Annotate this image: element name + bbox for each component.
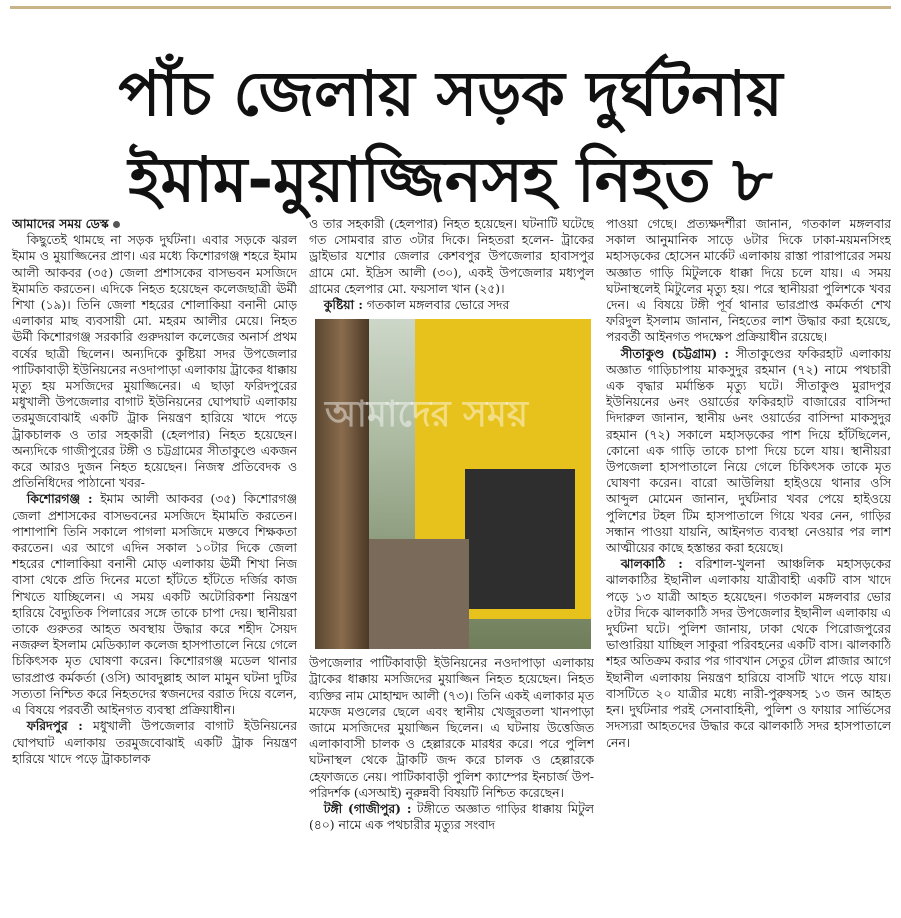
section-text: ইমাম আলী আকবর (৩৫) কিশোরগঞ্জ জেলা প্রশাসকের বাসভবনের মসজিদে ইমামতি করতেন। পাশাপাশি তিনি সকালে পাগলা মসজিদে মক্তবে শিক্ষকতা করতেন। এর আগে এদিন সকাল ১০টার দিকে জেলা শহরের শোলাকিয়া বনানী মোড় এলাকায় ঊর্মী শিখা নিজ বাসা থেকে প্রতি দিনের মতো হাঁটতে হাঁটতে দর্জির কাজ শিখতে যাচ্ছিলেন। এ সময় একটি অটোরিকশা নিয়ন্ত্রণ হারিয়ে বৈদ্যুতিক পিলারের সঙ্গে তাকে চাপা দেয়। স্থানীয়রা তাকে গুরুতর আহত অবস্থায় উদ্ধার করে শহীদ সৈয়দ নজরুল ইসলাম মেডিক্যাল কলেজ হাসপাতালে নিয়ে গেলে চিকিৎসক মৃত ঘোষণা করেন। কিশোরগঞ্জ মডেল থানার ভারপ্রাপ্ত কর্মকর্তা (ওসি) আবদুল্লাহ আল মামুন ঘটনা দুটির সত্যতা নিশ্চিত করে নিহতদের স্বজনদের বরাত দিয়ে বলেন, এ বিষয়ে পরবর্তী আইনগত ব্যবস্থা প্রক্রিয়াধীন। [12,492,297,718]
section-jhalokathi [606,556,891,750]
headline-line-2: ইমাম-মুয়াজ্জিনসহ নিহত ৮ [128,143,773,217]
bullet-icon [113,221,120,228]
photo-truck-cab [465,469,575,609]
section-faridpur [12,718,297,767]
section-text: বরিশাল-খুলনা আঞ্চলিক মহাসড়কের ঝালকাঠির ইছানীল এলাকায় যাত্রীবাহী একটি বাস খাদে পড়ে ১৩ যাত্রী আহত হয়েছেন। গতকাল মঙ্গলবার ভোর ৫টার দিকে ঝালকাঠি সদর উপজেলার ইছানীল এলাকায় এ দুর্ঘটনা ঘটে। পুলিশ জানায়, ঢাকা থেকে পিরোজপুরের ভাণ্ডারিয়া যাচ্ছিল সাকুরা পরিবহনের একটি বাস। ঝালকাঠি শহর অতিক্রম করার পর গাবখান সেতুর টোল প্লাজার আগে ইছানীল এলাকায় নিয়ন্ত্রণ হারিয়ে বাসটি খাদে পড়ে যায়। বাসটিতে ২০ যাত্রীর মধ্যে নারী-পুরুষসহ ১৩ জন আহত হন। দুর্ঘটনার পরই সেনাবাহিনী, পুলিশ ও ফায়ার সার্ভিসের সদস্যরা আহতদের উদ্ধার করে ঝালকাঠি সদর হাসপাতালে নেন। [606,557,891,750]
byline-text: আমাদের সময় ডেস্ক [12,216,109,231]
section-sitakunda [606,346,891,557]
section-label: ঝালকাঠি : [620,556,683,572]
column-3 [606,216,891,916]
section-label: কিশোরগঞ্জ : [26,491,93,507]
column-1 [12,216,297,916]
section-label: টঙ্গী (গাজীপুর) : [323,801,412,817]
column-2 [309,216,594,916]
byline [12,216,297,232]
photo-watermark: আমাদের সময় [325,394,529,436]
section-kushtia [309,297,594,313]
top-rule [10,6,891,9]
accident-photo [315,319,591,649]
section-kishoreganj [12,491,297,718]
section-text: মধুখালী উপজেলার বাগাট ইউনিয়নের ঘোপঘাট এলাকায় তরমুজবোঝাই একটি ট্রাক নিয়ন্ত্রণ হারিয়ে খাদে পড়ে ট্রাকচালক [12,719,297,766]
section-label: সীতাকুণ্ড (চট্টগ্রাম) : [620,345,729,361]
section-text: গতকাল মঙ্গলবার ভোরে সদর [366,298,510,313]
continued-paragraph: পাওয়া গেছে। প্রত্যক্ষদর্শীরা জানান, গতকাল মঙ্গলবার সকাল আনুমানিক সাড়ে ৬টার দিকে ঢাকা-ময়মনসিংহ মহাসড়কের হোসেন মার্কেট এলাকায় রাস্তা পারাপারের সময় অজ্ঞাত গাড়ি মিটুলকে ধাক্কা দিয়ে চলে যায়। এ সময় ঘটনাস্থলেই মিটুলের মৃত্যু হয়। পরে স্থানীয়রা পুলিশকে খবর দেন। এ বিষয়ে টঙ্গী পূর্ব থানার ভারপ্রাপ্ত কর্মকর্তা শেখ ফরিদুল ইসলাম জানান, নিহতের লাশ উদ্ধার করা হয়েছে, পরবর্তী আইনগত পদক্ষেপ প্রক্রিয়াধীন রয়েছে। [606,217,891,345]
photo-debris [369,539,469,649]
continued-paragraph: ও তার সহকারী (হেলপার) নিহত হয়েছেন। ঘটনাটি ঘটেছে গত সোমবার রাত ৩টার দিকে। নিহতরা হলেন- ট্রাকের ড্রাইভার যশোর জেলার কেশবপুর উপজেলার হাবাসপুর গ্রামে মো. ইদ্রিস আলী (৩০), একই উপজেলার মধ্যপুল গ্রামের হেলপার মো. ফয়সাল খান (২৫)। [309,217,594,296]
section-label: ফরিদপুর : [26,718,83,734]
headline-line-1: পাঁচ জেলায় সড়ক দুর্ঘটনায় [118,57,783,131]
article-body [12,216,892,916]
section-text: সীতাকুণ্ডের ফকিরহাট এলাকায় অজ্ঞাত গাড়িচাপায় মাকসুদুর রহমান (৭২) নামে পথচারী এক বৃদ্ধার মর্মান্তিক মৃত্যু ঘটে। সীতাকুণ্ড মুরাদপুর ইউনিয়নের ৬নং ওয়ার্ডের ফকিরহাট বাজারের বাসিন্দা দিদারুল জানান, স্থানীয় ৬নং ওয়ার্ডের বাসিন্দা মাকসুদুর রহমান (৭২) সকালে মহাসড়কের পাশ দিয়ে হাঁটছিলেন, কোনো এক গাড়ি তাকে চাপা দিয়ে চলে যায়। স্থানীয়রা উপজেলা হাসপাতালে নিয়ে গেলে চিকিৎসক তাকে মৃত ঘোষণা করেন। বারো আউলিয়া হাইওয়ে থানার ওসি আব্দুল মোমেন জানান, দুর্ঘটনার খবর পেয়ে হাইওয়ে পুলিশের টহল টিম হাসপাতালে গিয়ে খবর নেন, গাড়ির সন্ধান পাওয়া যায়নি, আইনগত ব্যবস্থা নেওয়ার পর লাশ আত্মীয়ের কাছে হস্তান্তর করা হয়েছে। [606,346,891,556]
kushtia-continued: উপজেলার পাটিকাবাড়ী ইউনিয়নের নওদাপাড়া এলাকায় ট্রাকের ধাক্কায় মসজিদের মুয়াজ্জিন নিহত হয়েছেন। নিহত ব্যক্তির নাম মোহাম্মদ আলী (৭৩)। তিনি একই এলাকার মৃত মফেজ মণ্ডলের ছেলে এবং স্থানীয় খেজুরতলা খানপাড়া জামে মসজিদের মুয়াজ্জিন ছিলেন। এ ঘটনায় উত্তেজিত এলাকাবাসী চালক ও হেল্লারকে মারধর করে। পরে পুলিশ ঘটনাস্থল থেকে ট্রাকটি জব্দ করে চালক ও হেল্লারকে হেফাজতে নেয়। পাটিকাবাড়ী পুলিশ ক্যাম্পের ইনচার্জ উপ-পরিদর্শক (এসআই) নুরুন্নবী বিষয়টি নিশ্চিত করেছেন। [309,656,594,800]
section-text: টঙ্গীতে অজ্ঞাত গাড়ির ধাক্কায় মিটুল (৪০) নামে এক পথচারীর মৃত্যুর সংবাদ [309,802,594,833]
section-tongi [309,801,594,833]
intro-paragraph: কিছুতেই থামছে না সড়ক দুর্ঘটনা। এবার সড়কে ঝরল ইমাম ও মুয়াজ্জিনের প্রাণ। এর মধ্যে কিশোরগঞ্জ শহরে ইমাম আলী আকবর (৩৫) জেলা প্রশাসকের বাসভবন মসজিদে ইমামতি করতেন। এদিকে নিহত হয়েছেন কলেজছাত্রী ঊর্মী শিখা (১৯)। তিনি জেলা শহরের শোলাকিয়া বনানী মোড় এলাকার মাছ ব্যবসায়ী মো. মহরম আলীর মেয়ে। নিহত ঊর্মী কিশোরগঞ্জ সরকারি গুরুদয়াল কলেজের অনার্স প্রথম বর্ষের ছাত্রী ছিলেন। অন্যদিকে কুষ্টিয়া সদর উপজেলার পাটিকাবাড়ী ইউনিয়নের নওদাপাড়া এলাকায় ট্রাকের ধাক্কায় মৃত্যু হয় মসজিদের মুয়াজ্জিনের। এ ছাড়া ফরিদপুরের মধুখালী উপজেলার বাগাট ইউনিয়নের ঘোপঘাট এলাকায় তরমুজবোঝাই একটি ট্রাক নিয়ন্ত্রণ হারিয়ে খাদে পড়ে ট্রাকচালক ও তার সহকারী (হেলপার) নিহত হয়েছেন। অন্যদিকে গাজীপুরের টঙ্গী ও চট্টগ্রামের সীতাকুণ্ডে একজন করে আরও দুজন নিহত হয়েছেন। নিজস্ব প্রতিবেদক ও প্রতিনিধিদের পাঠানো খবর- [12,233,297,491]
headline [0,51,901,223]
section-label: কুষ্টিয়া : [323,297,363,313]
photo-tree [315,319,369,649]
